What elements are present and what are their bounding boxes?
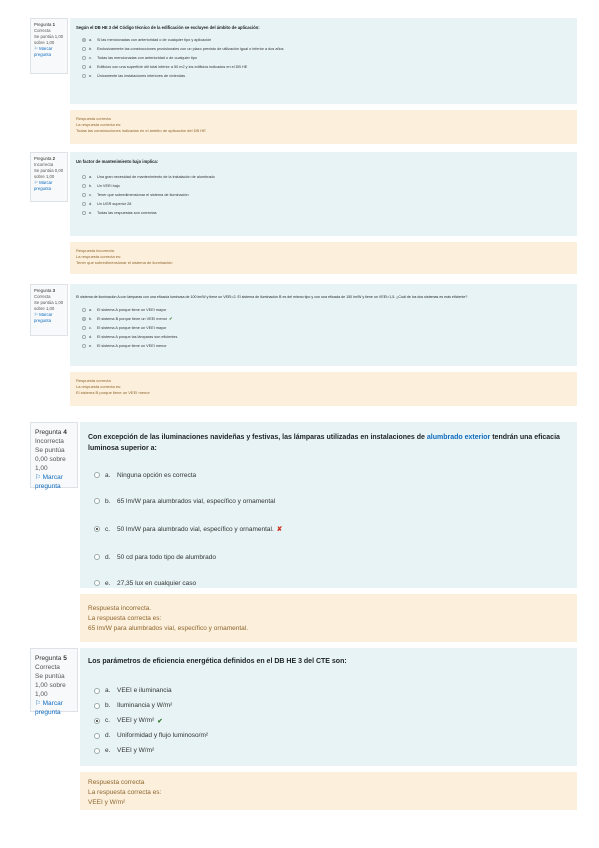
answer-option[interactable]: a. Ninguna opción es correcta [88, 462, 569, 488]
radio-button[interactable] [94, 718, 100, 724]
question-content [70, 284, 577, 406]
radio-button[interactable] [82, 317, 86, 321]
radio-button[interactable] [94, 554, 100, 560]
question-grade: Se puntúa 0,00 sobre 1,00 [35, 447, 66, 472]
flag-icon: ⚐ [35, 474, 41, 481]
answer-option[interactable]: c. El sistema A porque tiene un VEEI mayor [76, 323, 571, 332]
radio-button[interactable] [82, 47, 86, 51]
radio-button[interactable] [82, 184, 86, 188]
question-number: Pregunta 2 [34, 156, 56, 161]
answer-option[interactable]: d. Un UGR superior 28 [76, 199, 571, 208]
question-number: Pregunta 3 [34, 288, 56, 293]
question-grade: Se puntúa 1,00 sobre 1,00 [35, 673, 66, 698]
answer-option[interactable]: e. Todas las respuestas son correctas [76, 208, 571, 217]
question-feedback: Respuesta incorrecta. La respuesta correcta es: Tener que sobredimensionar el sistema de iluminación [70, 242, 577, 274]
radio-button[interactable] [94, 498, 100, 504]
question-info [30, 422, 78, 488]
question-formulation [70, 152, 577, 236]
radio-button[interactable] [94, 472, 100, 478]
answer-option[interactable]: e. Únicamente las instalaciones interiores de viviendas [76, 71, 571, 80]
question-feedback: Respuesta correcta La respuesta correcta es: VEEI y W/m² [80, 772, 577, 810]
answer-option[interactable]: d. El sistema A porque las lámparas son eficientes [76, 332, 571, 341]
flag-icon: ⚐ [34, 46, 38, 51]
answer-option[interactable]: c. Todas las mencionadas con anterioridad o de cualquier tipo [76, 53, 571, 62]
radio-button[interactable] [94, 703, 100, 709]
question-feedback: Respuesta correcta La respuesta correcta es: Todas las construcciones indicadas en el ámbito de aplicación del DB HE [70, 110, 577, 144]
flag-question-link[interactable]: ⚐ Marcar pregunta [34, 312, 53, 323]
answer-option[interactable]: b. El sistema B porque tiene un VEEI menor ✔ [76, 314, 571, 323]
answer-option[interactable]: a. El sistema A porque tiene un VEEI mayor [76, 305, 571, 314]
question-content [70, 18, 577, 144]
question-feedback: Respuesta incorrecta. La respuesta correcta es: 65 lm/W para alumbrados vial, específico y ornamental. [80, 594, 577, 642]
answer-option[interactable]: b. Iluminancia y W/m² [88, 698, 569, 713]
question-state: Incorrecta [35, 438, 64, 445]
answer-option[interactable]: b. Un VEEI bajo [76, 181, 571, 190]
radio-button[interactable] [82, 308, 86, 312]
correct-check-icon: ✔ [157, 717, 163, 725]
flag-icon: ⚐ [35, 700, 41, 707]
radio-button[interactable] [82, 175, 86, 179]
radio-button[interactable] [82, 211, 86, 215]
radio-button[interactable] [82, 65, 86, 69]
radio-button[interactable] [82, 335, 86, 339]
question-state: Correcta [34, 28, 51, 33]
answer-option[interactable]: a. VEEI e iluminancia [88, 683, 569, 698]
question-text: Con excepción de las iluminaciones navideñas y festivas, las lámparas utilizadas en instalaciones de alumbrado exterior tendrán una eficacia luminosa superior a: [88, 434, 560, 452]
question-number: Pregunta 1 [34, 22, 56, 27]
radio-button[interactable] [94, 748, 100, 754]
flag-icon: ⚐ [34, 180, 38, 185]
answer-option[interactable]: d. 50 cd para todo tipo de alumbrado [88, 544, 569, 570]
question-content [80, 422, 577, 642]
answer-option[interactable]: c. Tener que sobredimensionar el sistema de iluminación [76, 190, 571, 199]
question-text: Un factor de mantenimiento bajo implica: [76, 159, 159, 164]
answer-option[interactable]: a. Si las mencionadas con anterioridad o de cualquier tipo y aplicación [76, 35, 571, 44]
question-text: Según el DB HE 3 del Código técnico de la edificación se excluyen del ámbito de aplicación: [76, 25, 260, 30]
answer-option[interactable]: c. 50 lm/W para alumbrado vial, específico y ornamental. ✘ [88, 514, 569, 544]
incorrect-cross-icon: ✘ [276, 526, 283, 533]
question-state: Correcta [35, 664, 60, 671]
correct-check-icon: ✔ [169, 317, 173, 321]
radio-button[interactable] [82, 74, 86, 78]
answer-option[interactable]: e. El sistema A porque tiene un VEEI menor [76, 341, 571, 350]
question-info [30, 284, 68, 336]
answer-option[interactable]: a. Una gran necesidad de mantenimiento de la instalación de alumbrado [76, 172, 571, 181]
question-grade: Se puntúa 1,00 sobre 1,00 [34, 300, 64, 311]
radio-button[interactable] [82, 344, 86, 348]
question-grade: Se puntúa 1,00 sobre 1,00 [34, 34, 64, 45]
flag-question-link[interactable]: ⚐ Marcar pregunta [34, 180, 53, 191]
question-state: Correcta [34, 294, 51, 299]
question-formulation [80, 648, 577, 766]
answer-option[interactable]: d. Uniformidad y flujo luminoso/m² [88, 728, 569, 743]
question-formulation [70, 18, 577, 104]
answer-option[interactable]: e. VEEI y W/m² [88, 743, 569, 758]
radio-button[interactable] [82, 38, 86, 42]
question-content [70, 152, 577, 274]
question-text: Los parámetros de eficiencia energética definidos en el DB HE 3 del CTE son: [88, 658, 347, 665]
radio-button[interactable] [82, 193, 86, 197]
radio-button[interactable] [94, 580, 100, 586]
question-content [80, 648, 577, 810]
radio-button[interactable] [94, 688, 100, 694]
answer-option[interactable]: d. Edificios con una superficie útil total inferior a 50 m2 y los edificios indicados en el DB HE [76, 62, 571, 71]
question-feedback: Respuesta correcta La respuesta correcta es: El sistema B porque tiene un VEEI menor [70, 372, 577, 406]
flag-question-link[interactable]: ⚐ Marcar pregunta [35, 474, 63, 490]
answer-option[interactable]: e. 27,35 lux en cualquier caso [88, 570, 569, 596]
question-info [30, 648, 78, 716]
radio-button[interactable] [82, 202, 86, 206]
radio-button[interactable] [82, 326, 86, 330]
flag-icon: ⚐ [34, 312, 38, 317]
question-formulation [70, 284, 577, 366]
flag-question-link[interactable]: ⚐ Marcar pregunta [34, 46, 53, 57]
flag-question-link[interactable]: ⚐ Marcar pregunta [35, 700, 63, 716]
answer-option[interactable]: b. Exclusivamente las construcciones provisionales con un plazo previsto de utilización igual o inferior a dos años [76, 44, 571, 53]
question-state: Incorrecta [34, 162, 54, 167]
radio-button[interactable] [94, 733, 100, 739]
question-number: Pregunta 5 [35, 655, 67, 662]
question-info [30, 152, 68, 202]
question-text: El sistema de iluminación A con lámparas con una eficacia luminosa de 100 lm/W y tiene un VEEI=2. El sistema de iluminación B es del mismo tipo y con una eficacia de 150 lm/W y tiene un VEEI=1,5. ¿Cuál de los dos sistemas es más eficiente? [76, 295, 468, 299]
question-formulation [80, 422, 577, 588]
question-info [30, 18, 68, 74]
question-number: Pregunta 4 [35, 429, 67, 436]
radio-button[interactable] [94, 526, 100, 532]
question-grade: Se puntúa 0,00 sobre 1,00 [34, 168, 64, 179]
radio-button[interactable] [82, 56, 86, 60]
answer-option[interactable]: b. 65 lm/W para alumbrados vial, específico y ornamental [88, 488, 569, 514]
answer-option[interactable]: c. VEEI y W/m² ✔ [88, 713, 569, 728]
